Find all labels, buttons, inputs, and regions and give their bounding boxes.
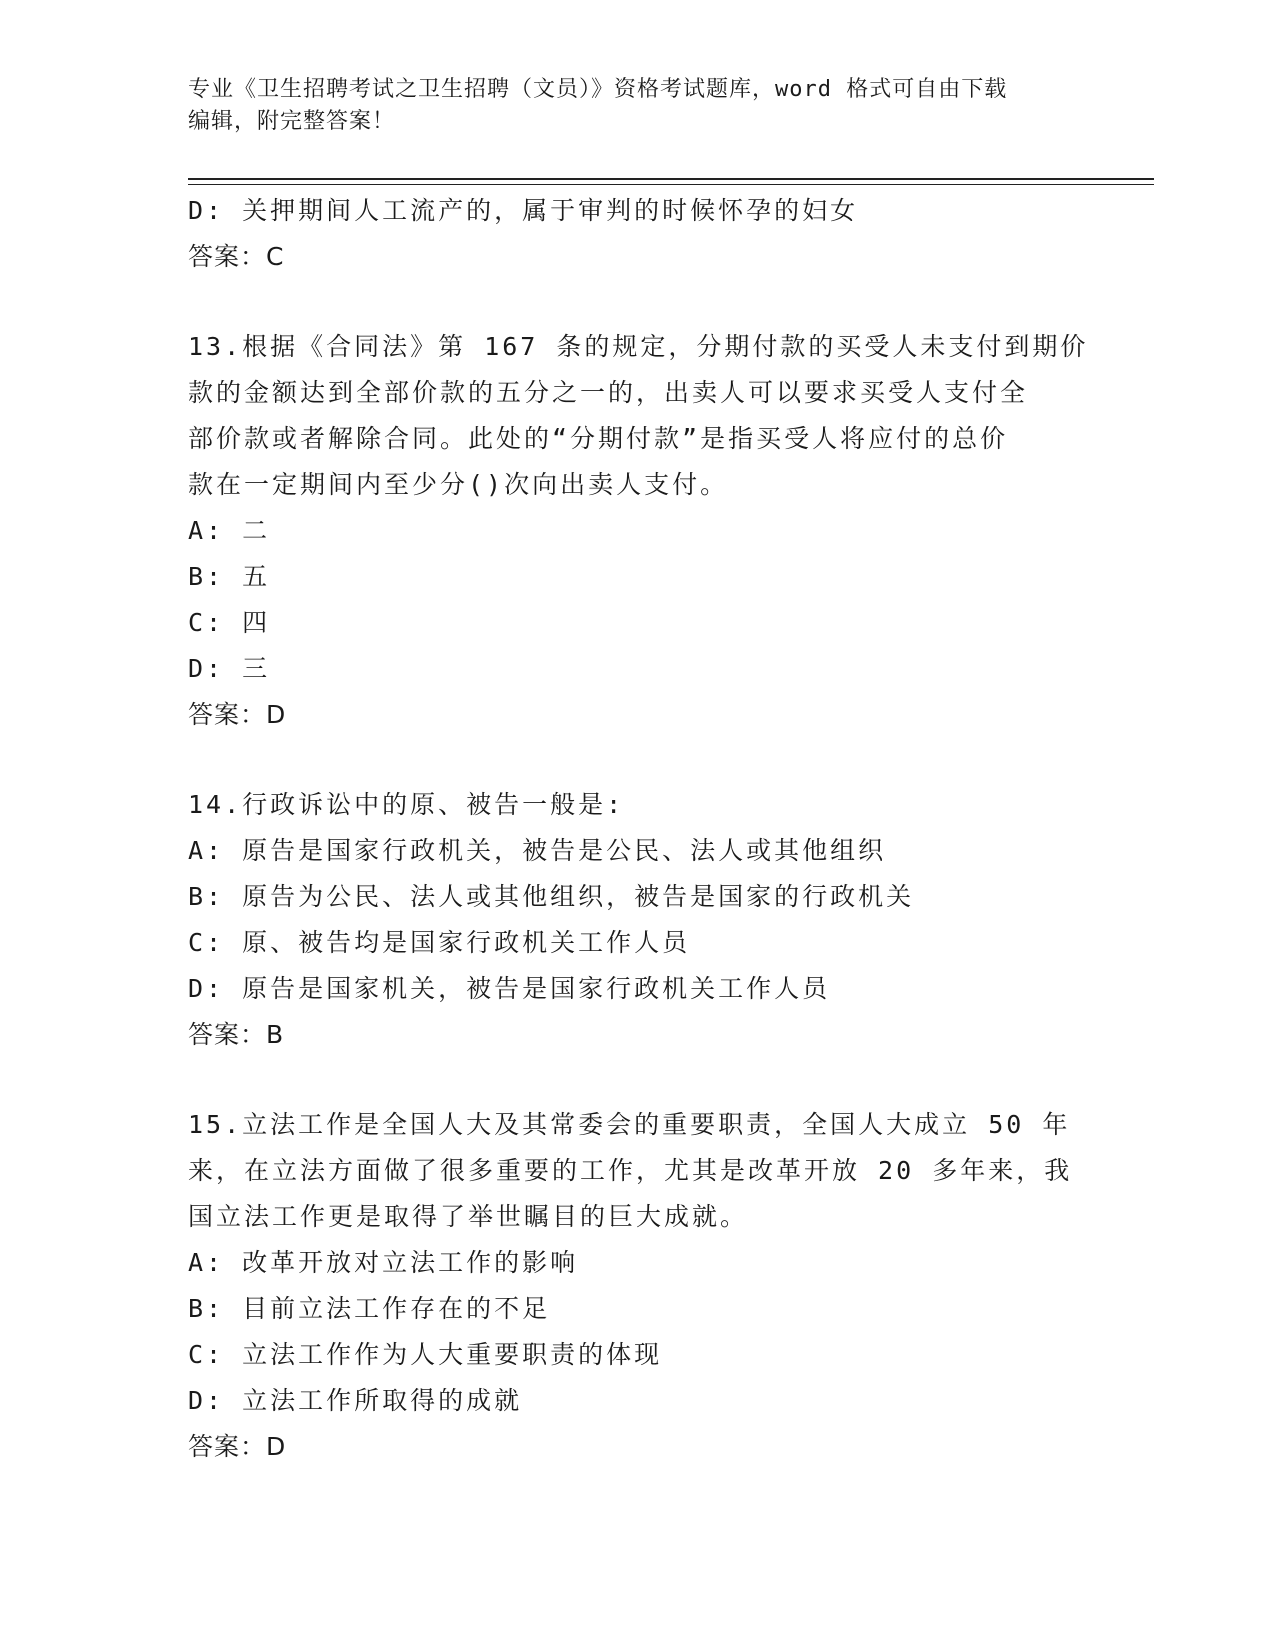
spacer [188,738,1088,782]
question-15 [188,1102,1088,1470]
q15-option-b: B: 目前立法工作存在的不足 [188,1294,551,1323]
q15-stem-line-2: 来，在立法方面做了很多重要的工作，尤其是改革开放 20 多年来，我 [188,1156,1073,1185]
q13-option-b: B: 五 [188,562,271,591]
q15-stem-line-1: 15.立法工作是全国人大及其常委会的重要职责，全国人大成立 50 年 [188,1110,1071,1139]
q14-option-c: C: 原、被告均是国家行政机关工作人员 [188,928,691,957]
q13-answer: 答案：D [188,700,287,729]
question-13 [188,324,1088,738]
q13-stem-line-4: 款在一定期间内至少分()次向出卖人支付。 [188,470,729,499]
q13-stem-line-2: 款的金额达到全部价款的五分之一的，出卖人可以要求买受人支付全 [188,378,1029,407]
prev-option-d: D: 关押期间人工流产的，属于审判的时候怀孕的妇女 [188,196,859,225]
q13-option-d: D: 三 [188,654,271,683]
q15-option-c: C: 立法工作作为人大重要职责的体现 [188,1340,663,1369]
prev-answer: 答案：C [188,242,285,271]
q14-stem: 14.行政诉讼中的原、被告一般是: [188,790,625,819]
question-14 [188,782,1088,1058]
q15-option-a: A: 改革开放对立法工作的影响 [188,1248,579,1277]
document-header [188,74,1068,138]
q15-answer: 答案：D [188,1432,287,1461]
q13-stem-line-1: 13.根据《合同法》第 167 条的规定，分期付款的买受人未支付到期价 [188,332,1089,361]
header-line-1: 专业《卫生招聘考试之卫生招聘（文员）》资格考试题库，word 格式可自由下载 [188,77,1008,102]
header-divider [188,178,1154,185]
q13-stem-line-3: 部价款或者解除合同。此处的“分期付款”是指买受人将应付的总价 [188,424,1009,453]
q14-option-d: D: 原告是国家机关，被告是国家行政机关工作人员 [188,974,831,1003]
header-line-2: 编辑，附完整答案！ [188,109,396,134]
question-content [188,188,1088,1470]
spacer [188,280,1088,324]
q15-option-d: D: 立法工作所取得的成就 [188,1386,523,1415]
q14-answer: 答案：B [188,1020,285,1049]
q14-option-b: B: 原告为公民、法人或其他组织，被告是国家的行政机关 [188,882,915,911]
spacer [188,1058,1088,1102]
q13-option-c: C: 四 [188,608,271,637]
q15-stem-line-3: 国立法工作更是取得了举世瞩目的巨大成就。 [188,1202,749,1231]
q14-option-a: A: 原告是国家行政机关，被告是公民、法人或其他组织 [188,836,887,865]
q13-option-a: A: 二 [188,516,271,545]
